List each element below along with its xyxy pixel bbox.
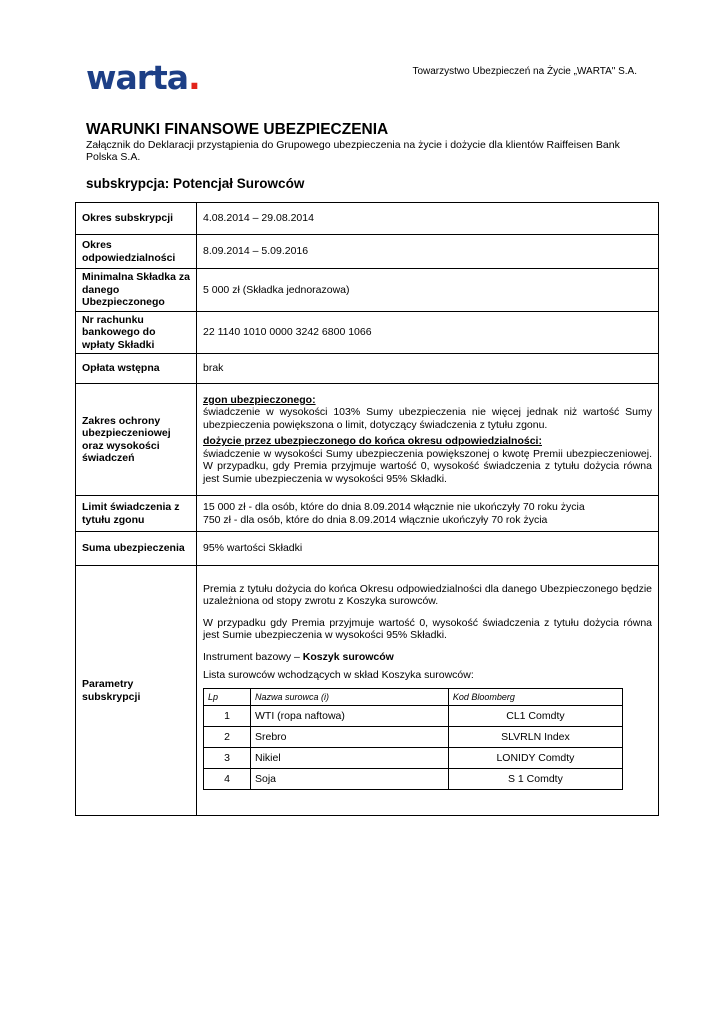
header-nazwa: Nazwa surowca (i) [251,688,449,706]
label-oplata-wstepna: Opłata wstępna [76,354,197,384]
document-subtitle: Załącznik do Deklaracji przystąpienia do Grupowego ubezpieczenia na życie i dożycie dla klientów Raiffeisen Bank Polska S.A. [86,139,620,163]
commodity-row [204,748,623,769]
label-zakres-ochrony: Zakres ochrony ubezpieczeniowej oraz wysokości świadczeń [76,384,197,496]
commodity-name: Nikiel [251,748,449,769]
commodity-table [203,688,623,791]
zgon-title: zgon ubezpieczonego: [203,393,316,406]
value-okres-odpowiedzialnosci: 8.09.2014 – 5.09.2016 [197,235,659,269]
zgon-text: świadczenie w wysokości 103% Sumy ubezpieczenia nie więcej jednak niż wartość Sumy ubezpieczenia powiększona o limit, dotyczący świadczenia z tytułu zgonu. [203,406,652,431]
value-zakres-ochrony [197,384,659,496]
row-okres-odpowiedzialnosci [76,235,659,269]
dozycie-text: świadczenie w wysokości Sumy ubezpieczenia powiększonej o kwotę Premii ubezpieczeniowej. W przypadku, gdy Premia przyjmuje wartość 0, wysokość świadczenia z tytułu dożycia równa jest Sumie ubezpieczenia w wysokości 95% Składki. [203,447,652,485]
warta-logo [86,58,200,97]
instrument-name: Koszyk surowców [302,650,394,663]
value-okres-subskrypcji: 4.08.2014 – 29.08.2014 [197,203,659,235]
value-oplata-wstepna: brak [197,354,659,384]
header-kod: Kod Bloomberg [448,688,622,706]
conditions-table [75,202,659,816]
commodity-name: Srebro [251,727,449,748]
row-okres-subskrypcji [76,203,659,235]
company-name: Towarzystwo Ubezpieczeń na Życie „WARTA" S.A. [412,66,637,77]
document-title: WARUNKI FINANSOWE UBEZPIECZENIA [86,121,389,138]
commodity-code: S 1 Comdty [448,769,622,790]
commodity-lp: 2 [204,727,251,748]
commodity-row [204,727,623,748]
value-parametry [197,566,659,816]
value-suma: 95% wartości Składki [197,532,659,566]
commodity-row [204,706,623,727]
value-minimalna-skladka: 5 000 zł (Składka jednorazowa) [197,269,659,312]
parametry-p1: Premia z tytułu dożycia do końca Okresu odpowiedzialności dla danego Ubezpieczonego będzie uzależniona od stopy zwrotu z Koszyka surowców. [203,582,652,608]
limit-line-2: 750 zł - dla osób, które do dnia 8.09.2014 włącznie ukończyły 70 rok życia [203,513,548,526]
value-nr-rachunku: 22 1140 1010 0000 3242 6800 1066 [197,311,659,354]
label-okres-odpowiedzialnosci: Okres odpowiedzialności [76,235,197,269]
commodity-name: WTI (ropa naftowa) [251,706,449,727]
dozycie-title: dożycie przez ubezpieczonego do końca okresu odpowiedzialności: [203,435,542,448]
commodity-lp: 4 [204,769,251,790]
instrument-prefix: Instrument bazowy – [203,650,303,663]
row-suma [76,532,659,566]
header-lp: Lp [204,688,251,706]
commodity-code: CL1 Comdty [448,706,622,727]
subscription-title: subskrypcja: Potencjał Surowców [86,176,305,191]
value-limit-swiadczenia [197,496,659,532]
commodity-row [204,769,623,790]
row-minimalna-skladka [76,269,659,312]
commodity-code: SLVRLN Index [448,727,622,748]
commodity-code: LONIDY Comdty [448,748,622,769]
commodity-lp: 1 [204,706,251,727]
commodity-lp: 3 [204,748,251,769]
label-minimalna-skladka: Minimalna Składka za danego Ubezpieczonego [76,269,197,312]
label-limit-swiadczenia: Limit świadczenia z tytułu zgonu [76,496,197,532]
label-nr-rachunku: Nr rachunku bankowego do wpłaty Składki [76,311,197,354]
commodity-header-row [204,688,623,706]
row-oplata-wstepna [76,354,659,384]
logo-dot: . [188,58,200,97]
row-zakres-ochrony [76,384,659,496]
parametry-p2: W przypadku gdy Premia przyjmuje wartość 0, wysokość świadczenia z tytułu dożycia równa jest Sumie ubezpieczenia w wysokości 95% Składki. [203,616,652,642]
label-parametry: Parametry subskrypcji [76,566,197,816]
row-nr-rachunku [76,311,659,354]
label-suma: Suma ubezpieczenia [76,532,197,566]
commodity-name: Soja [251,769,449,790]
row-parametry [76,566,659,816]
list-intro: Lista surowców wchodzących w skład Koszyka surowców: [203,669,474,682]
row-limit-swiadczenia [76,496,659,532]
label-okres-subskrypcji: Okres subskrypcji [76,203,197,235]
limit-line-1: 15 000 zł - dla osób, które do dnia 8.09.2014 włącznie nie ukończyły 70 roku życia [203,501,585,513]
logo-text: warta [86,58,189,97]
instrument-line [203,651,652,664]
